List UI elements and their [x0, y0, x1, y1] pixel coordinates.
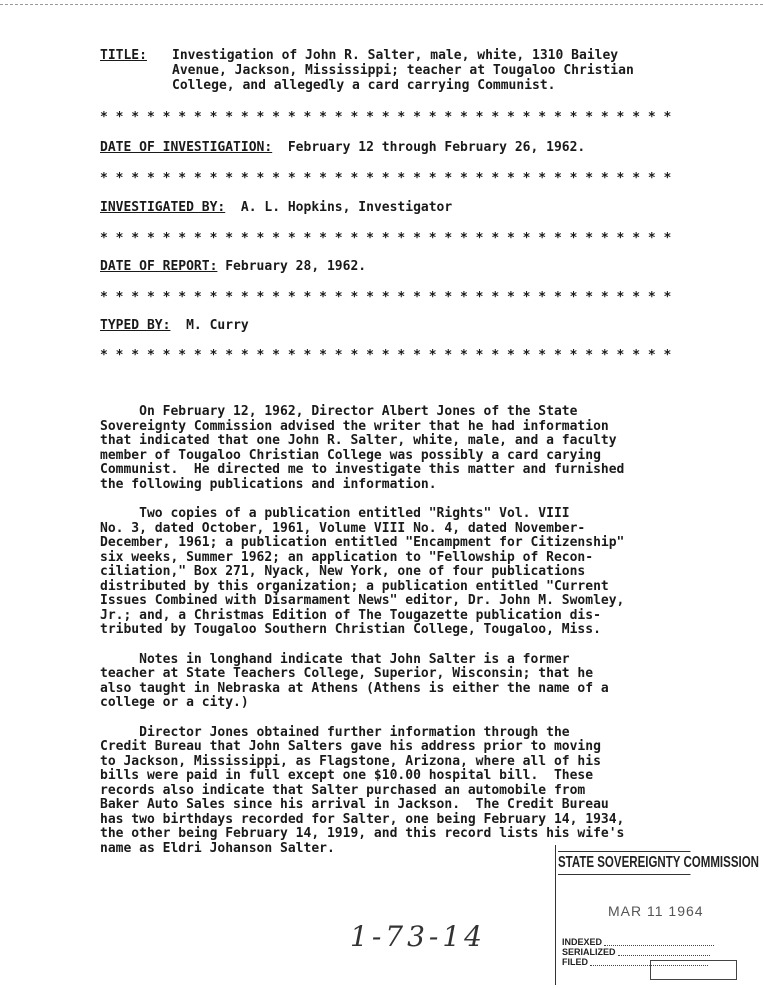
star-separator: * * * * * * * * * * * * * * * * * * * * * * * * * * * * * * * * * * * * * [100, 290, 672, 305]
investigated-by-row [100, 200, 452, 215]
body-line: On February 12, 1962, Director Albert Jones of the State [100, 404, 578, 419]
title-block [100, 48, 720, 93]
body-line: Issues Combined with Disarmament News" editor, Dr. John M. Swomley, [100, 593, 625, 608]
body-line: to Jackson, Mississippi, as Flagstone, Arizona, where all of his [100, 753, 601, 769]
date-of-investigation-label: DATE OF INVESTIGATION: [100, 140, 273, 155]
body-line: Jr.; and, a Christmas Edition of The Tougazette publication dis- [100, 607, 601, 623]
body-line: ciliation," Box 271, Nyack, New York, one of four publications [100, 564, 586, 579]
body-line: teacher at State Teachers College, Superior, Wisconsin; that he [100, 666, 594, 681]
stamp-box [650, 960, 737, 980]
stamp-field-indexed: INDEXED [562, 937, 603, 947]
body-line: college or a city.) [100, 695, 249, 710]
investigated-by-label: INVESTIGATED BY: [100, 200, 226, 215]
stamp-title: STATE SOVEREIGNTY COMMISSION [558, 851, 690, 875]
paragraph-4 [100, 726, 710, 857]
body-line: member of Tougaloo Christian College was possibly a card carying [100, 447, 601, 463]
title-line-2: Avenue, Jackson, Mississippi; teacher at Tougaloo Christian [172, 63, 634, 78]
title-label: TITLE: [100, 48, 147, 63]
date-of-report-value: February 28, 1962. [225, 259, 367, 274]
body-line: also taught in Nebraska at Athens (Athens is either the name of a [100, 680, 609, 696]
body-line: name as Eldri Johanson Salter. [100, 840, 335, 856]
stamp-field-serialized: SERIALIZED [562, 947, 616, 957]
paragraph-3 [100, 653, 710, 711]
body-line: Two copies of a publication entitled "Rights" Vol. VIII [100, 506, 570, 521]
stamp-field-filed: FILED [562, 957, 588, 967]
handwritten-file-number: 1-73-14 [350, 920, 486, 953]
report-body [100, 405, 710, 871]
date-of-investigation-row [100, 140, 585, 155]
body-line: tributed by Tougaloo Southern Christian College, Tougaloo, Miss. [100, 622, 601, 637]
star-separator: * * * * * * * * * * * * * * * * * * * * * * * * * * * * * * * * * * * * * [100, 348, 672, 363]
body-line: has two birthdays recorded for Salter, one being February 14, 1934, [100, 811, 625, 827]
typed-by-label: TYPED BY: [100, 318, 171, 333]
body-line: Communist. He directed me to investigate this matter and furnished [100, 462, 625, 477]
top-dashed-rule [0, 4, 763, 5]
body-line: records also indicate that Salter purchased an automobile from [100, 782, 586, 798]
date-of-investigation-value: February 12 through February 26, 1962. [287, 140, 586, 155]
body-line: six weeks, Summer 1962; an application to "Fellowship of Recon- [100, 549, 594, 565]
typed-by-row [100, 318, 249, 333]
body-line: Director Jones obtained further information through the [100, 724, 570, 740]
paragraph-2 [100, 507, 710, 638]
paragraph-1 [100, 405, 710, 492]
body-line: December, 1961; a publication entitled "Encampment for Citizenship" [100, 535, 625, 550]
body-line: distributed by this organization; a publication entitled "Current [100, 578, 609, 594]
star-separator: * * * * * * * * * * * * * * * * * * * * * * * * * * * * * * * * * * * * * [100, 171, 672, 186]
date-of-report-row [100, 259, 366, 274]
body-line: bills were paid in full except one $10.00 hospital bill. These [100, 768, 594, 783]
body-line: No. 3, dated October, 1961, Volume VIII No. 4, dated November- [100, 520, 586, 536]
star-separator: * * * * * * * * * * * * * * * * * * * * * * * * * * * * * * * * * * * * * [100, 110, 672, 125]
body-line: that indicated that one John R. Salter, white, male, and a faculty [100, 433, 617, 448]
body-line: the other being February 14, 1919, and this record lists his wife's [100, 826, 625, 841]
investigated-by-value: A. L. Hopkins, Investigator [240, 200, 453, 215]
star-separator: * * * * * * * * * * * * * * * * * * * * * * * * * * * * * * * * * * * * * [100, 231, 672, 246]
title-line-3: College, and allegedly a card carrying Communist. [172, 78, 556, 93]
body-line: Sovereignty Commission advised the writer that he had information [100, 418, 609, 434]
body-line: Notes in longhand indicate that John Salter is a former [100, 651, 570, 667]
date-of-report-label: DATE OF REPORT: [100, 259, 218, 274]
body-line: Baker Auto Sales since his arrival in Jackson. The Credit Bureau [100, 797, 609, 812]
stamp-date: MAR 11 1964 [608, 903, 704, 919]
title-line-1: Investigation of John R. Salter, male, white, 1310 Bailey [172, 48, 619, 63]
body-line: Credit Bureau that John Salters gave his address prior to moving [100, 739, 601, 754]
typed-by-value: M. Curry [186, 318, 249, 333]
body-line: the following publications and information. [100, 476, 437, 492]
